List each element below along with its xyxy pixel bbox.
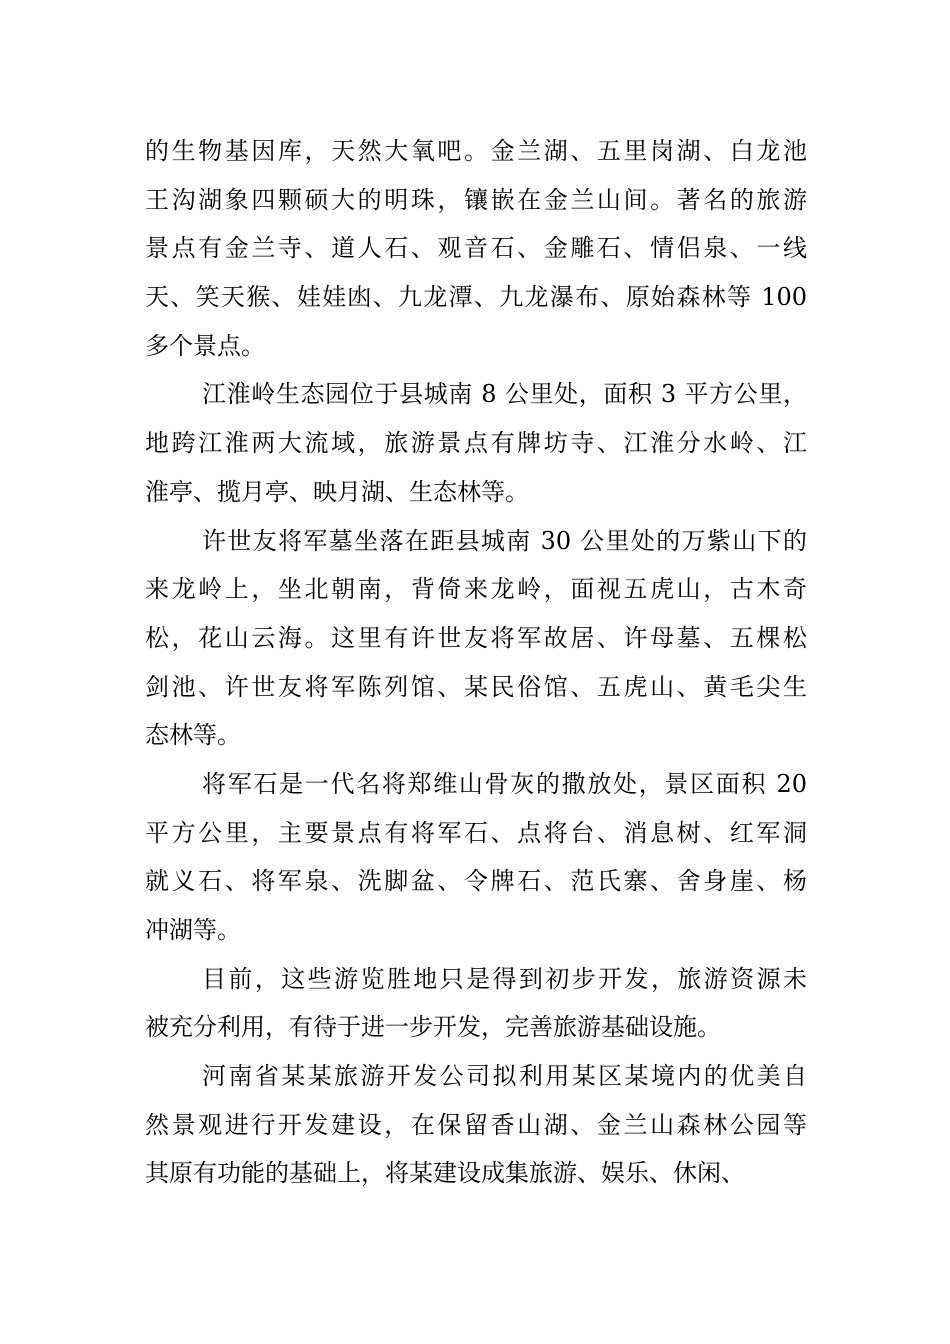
paragraph	[145, 517, 807, 760]
text-line: 许世友将军墓坐落在距县城南 30 公里处的万紫山下的	[202, 526, 807, 555]
text-line: 的生物基因库，天然大氧吧。金兰湖、五里岗湖、白龙池	[145, 137, 807, 165]
text-line: 多个景点。	[145, 331, 265, 360]
text-line: 淮亭、揽月亭、映月湖、生态林等。	[145, 477, 529, 506]
text-line: 就义石、将军泉、洗脚盆、令牌石、范氏寨、舍身崖、杨	[145, 867, 807, 896]
paragraph	[145, 760, 807, 955]
body-text	[145, 127, 807, 1198]
text-line: 将军石是一代名将郑维山骨灰的撒放处，景区面积 20	[202, 769, 807, 798]
text-line: 冲湖等。	[145, 916, 241, 944]
paragraph	[145, 127, 807, 370]
text-line: 平方公里，主要景点有将军石、点将台、消息树、红军洞	[145, 818, 807, 847]
paragraph	[145, 1052, 807, 1198]
text-line: 江淮岭生态园位于县城南 8 公里处，面积 3 平方公里，	[202, 380, 807, 409]
text-line: 景点有金兰寺、道人石、观音石、金雕石、情侣泉、一线	[145, 234, 807, 263]
text-line: 来龙岭上，坐北朝南，背倚来龙岭，面视五虎山，古木奇	[145, 575, 807, 604]
text-line: 地跨江淮两大流域，旅游景点有牌坊寺、江淮分水岭、江	[145, 429, 807, 458]
text-line: 王沟湖象四颗硕大的明珠，镶嵌在金兰山间。著名的旅游	[145, 185, 807, 214]
paragraph	[145, 955, 807, 1052]
paragraph	[145, 370, 807, 516]
text-line: 松，花山云海。这里有许世友将军故居、许母墓、五棵松	[145, 623, 807, 652]
text-line: 然景观进行开发建设，在保留香山湖、金兰山森林公园等	[145, 1110, 807, 1139]
text-line: 其原有功能的基础上，将某建设成集旅游、娱乐、休闲、	[145, 1159, 745, 1188]
text-line: 剑池、许世友将军陈列馆、某民俗馆、五虎山、黄毛尖生	[145, 672, 807, 701]
text-line: 目前，这些游览胜地只是得到初步开发，旅游资源未	[202, 964, 807, 993]
text-line: 态林等。	[145, 721, 241, 750]
text-line: 被充分利用，有待于进一步开发，完善旅游基础设施。	[145, 1013, 721, 1042]
text-line: 天、笑天猴、娃娃凼、九龙潭、九龙瀑布、原始森林等 100	[145, 283, 807, 312]
text-line: 河南省某某旅游开发公司拟利用某区某境内的优美自	[202, 1062, 807, 1091]
